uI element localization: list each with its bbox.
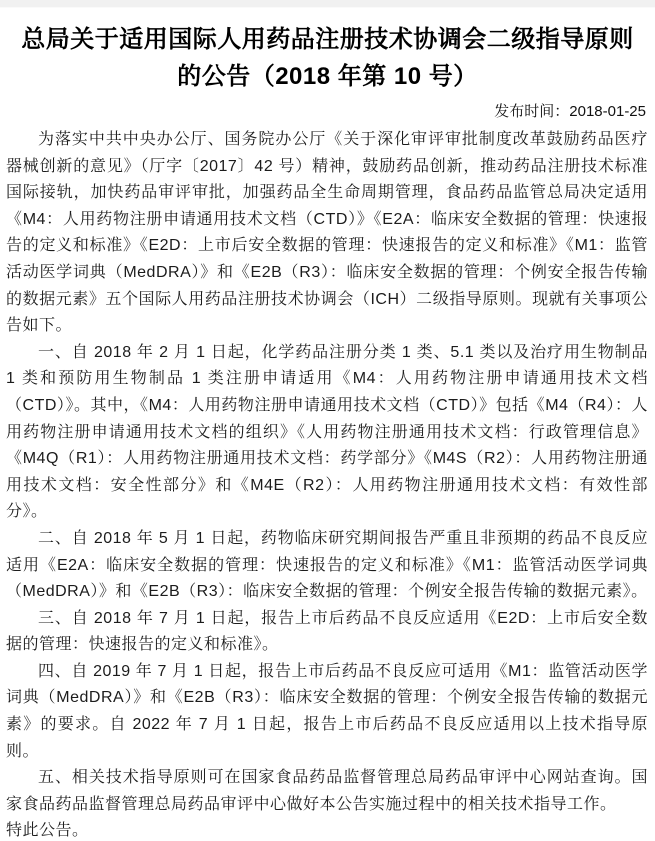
paragraph-item-4: 四、自 2019 年 7 月 1 日起，报告上市后药品不良反应可适用《M1：监管活动医学词典（MedDRA）》和《E2B（R3）：临床安全数据的管理：个例安全报告传输的数据元素》的要求。自 2022 年 7 月 1 日起，报告上市后药品不良反应适用以上技术指导原则。 bbox=[6, 662, 648, 760]
paragraph-item-1: 一、自 2018 年 2 月 1 日起，化学药品注册分类 1 类、5.1 类以及治疗用生物制品 1 类和预防用生物制品 1 类注册申请适用《M4：人用药物注册申请通用技术文档（CTD）》。其中，《M4：人用药物注册申请通用技术文档（CTD）》包括《M4（R4）：人用药物注册申请通用技术文档的组织》《人用药物注册通用技术文档：行政管理信息》《M4Q（R1）：人用药物注册通用技术文档：药学部分》《M4S（R2）：人用药物注册通用技术文档：安全性部分》和《M4E（R2）：人用药物注册通用技术文档：有效性部分》。 bbox=[6, 343, 648, 521]
paragraph-item-2: 二、自 2018 年 5 月 1 日起，药物临床研究期间报告严重且非预期的药品不良反应适用《E2A：临床安全数据的管理：快速报告的定义和标准》《M1：监管活动医学词典（MedDRA）》和《E2B（R3）：临床安全数据的管理：个例安全报告传输的数据元素》。 bbox=[6, 529, 648, 601]
announcement-body bbox=[0, 127, 655, 841]
page-title bbox=[8, 21, 647, 95]
page-title-line2: 的公告（2018 年第 10 号） bbox=[177, 63, 478, 90]
publish-time: 发布时间：2018-01-25 bbox=[494, 103, 646, 120]
top-strip bbox=[0, 0, 655, 8]
paragraph-item-3: 三、自 2018 年 7 月 1 日起，报告上市后药品不良反应适用《E2D：上市后安全数据的管理：快速报告的定义和标准》。 bbox=[6, 609, 648, 654]
paragraph-item-5: 五、相关技术指导原则可在国家食品药品监督管理总局药品审评中心网站查询。国家食品药品监督管理总局药品审评中心做好本公告实施过程中的相关技术指导工作。 bbox=[6, 769, 648, 813]
paragraph-intro: 为落实中共中央办公厅、国务院办公厅《关于深化审评审批制度改革鼓励药品医疗器械创新的意见》（厅字〔2017〕42 号）精神，鼓励药品创新，推动药品注册技术标准国际接轨，加快药品审评审批，加强药品全生命周期管理，食品药品监管总局决定适用《M4：人用药物注册申请通用技术文档（CTD）》《E2A：临床安全数据的管理：快速报告的定义和标准》《E2D：上市后安全数据的管理：快速报告的定义和标准》《M1：监管活动医学词典（MedDRA）》和《E2B（R3）：临床安全数据的管理：个例安全报告传输的数据元素》五个国际人用药品注册技术协调会（ICH）二级指导原则。现就有关事项公告如下。 bbox=[6, 131, 648, 335]
closing-statement: 特此公告。 bbox=[6, 822, 89, 840]
page-title-line1: 总局关于适用国际人用药品注册技术协调会二级指导原则 bbox=[21, 26, 634, 53]
